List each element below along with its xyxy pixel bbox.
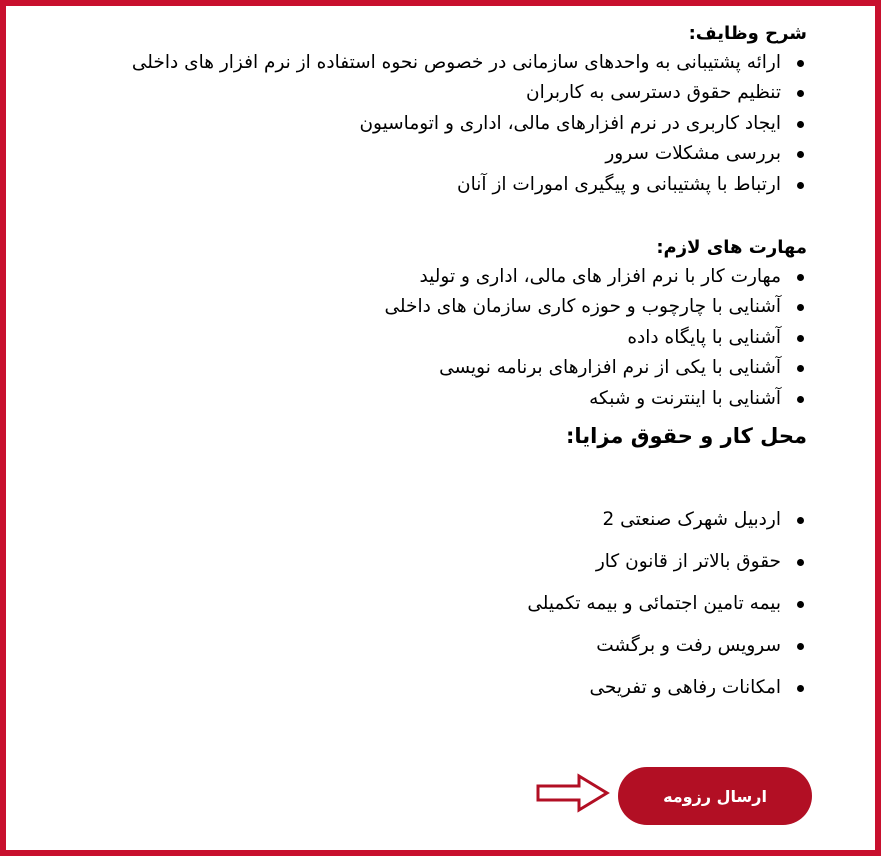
list-item: اردبیل شهرک صنعتی 2 [26, 499, 807, 541]
list-item: سرویس رفت و برگشت [26, 625, 807, 667]
benefits-title: محل کار و حقوق مزایا: [566, 424, 807, 448]
benefits-list [26, 499, 807, 709]
list-item: ایجاد کاربری در نرم افزارهای مالی، اداری و اتوماسیون [26, 109, 807, 139]
list-item: امکانات رفاهی و تفریحی [26, 667, 807, 709]
send-resume-button[interactable] [618, 767, 812, 825]
list-item: آشنایی با پایگاه داده [26, 323, 807, 353]
list-item: ارائه پشتیبانی به واحدهای سازمانی در خصوص نحوه استفاده از نرم افزار های داخلی [26, 48, 807, 78]
send-resume-label: ارسال رزومه [663, 786, 767, 806]
list-item: مهارت کار با نرم افزار های مالی، اداری و تولید [26, 262, 807, 292]
list-item: بیمه تامین اجتمائی و بیمه تکمیلی [26, 583, 807, 625]
duties-list [26, 48, 807, 200]
arrow-right-outline-icon [535, 772, 611, 814]
list-item: آشنایی با چارچوب و حوزه کاری سازمان های داخلی [26, 292, 807, 322]
skills-section [26, 234, 807, 414]
list-item: تنظیم حقوق دسترسی به کاربران [26, 78, 807, 108]
skills-title: مهارت های لازم: [656, 237, 807, 258]
skills-list [26, 262, 807, 414]
list-item: آشنایی با اینترنت و شبکه [26, 384, 807, 414]
duties-title: شرح وظایف: [688, 23, 807, 44]
list-item: آشنایی با یکی از نرم افزارهای برنامه نویسی [26, 353, 807, 383]
list-item: بررسی مشکلات سرور [26, 139, 807, 169]
list-item: حقوق بالاتر از قانون کار [26, 541, 807, 583]
list-item: ارتباط با پشتیبانی و پیگیری امورات از آنان [26, 170, 807, 200]
duties-section [26, 20, 807, 200]
